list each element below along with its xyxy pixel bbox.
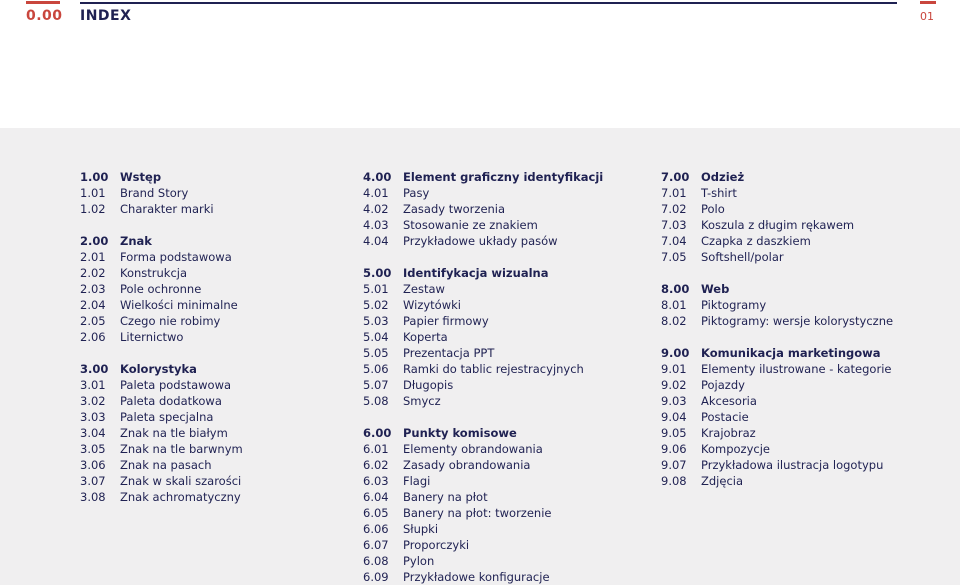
entry-label: Stosowanie ze znakiem xyxy=(403,218,538,232)
entry-number: 1.01 xyxy=(80,186,106,200)
index-section-heading[interactable] xyxy=(80,233,243,249)
entry-number: 3.05 xyxy=(80,442,106,456)
entry-label: Zdjęcia xyxy=(701,474,744,488)
section-heading-number: 5.00 xyxy=(363,266,392,280)
entry-number: 4.02 xyxy=(363,202,389,216)
index-entry[interactable] xyxy=(363,537,603,553)
page-title: INDEX xyxy=(80,8,132,24)
entry-label: Ramki do tablic rejestracyjnych xyxy=(403,362,584,376)
entry-number: 6.02 xyxy=(363,458,389,472)
entry-number: 6.08 xyxy=(363,554,389,568)
index-entry[interactable] xyxy=(80,281,243,297)
index-entry[interactable] xyxy=(661,297,893,313)
entry-label: Softshell/polar xyxy=(701,250,784,264)
index-entry[interactable] xyxy=(363,473,603,489)
section-heading-number: 4.00 xyxy=(363,170,392,184)
index-entry[interactable] xyxy=(363,281,603,297)
index-section-heading[interactable] xyxy=(363,265,603,281)
accent-rule-right xyxy=(920,1,936,4)
index-entry[interactable] xyxy=(363,521,603,537)
entry-label: Zasady obrandowania xyxy=(403,458,531,472)
section-heading-number: 1.00 xyxy=(80,170,109,184)
index-entry[interactable] xyxy=(661,201,893,217)
entry-label: Przykładowe konfiguracje xyxy=(403,570,550,584)
index-entry[interactable] xyxy=(363,233,603,249)
index-entry[interactable] xyxy=(661,185,893,201)
entry-label: Znak na pasach xyxy=(120,458,212,472)
entry-label: Zestaw xyxy=(403,282,445,296)
entry-label: Flagi xyxy=(403,474,431,488)
entry-number: 9.02 xyxy=(661,378,687,392)
entry-number: 3.07 xyxy=(80,474,106,488)
entry-number: 5.06 xyxy=(363,362,389,376)
page-header xyxy=(0,0,960,128)
entry-number: 9.05 xyxy=(661,426,687,440)
entry-number: 5.01 xyxy=(363,282,389,296)
entry-number: 3.06 xyxy=(80,458,106,472)
index-entry[interactable] xyxy=(80,457,243,473)
index-column-3 xyxy=(661,169,893,489)
entry-label: Charakter marki xyxy=(120,202,214,216)
index-entry[interactable] xyxy=(363,569,603,585)
entry-number: 3.01 xyxy=(80,378,106,392)
index-entry[interactable] xyxy=(80,185,243,201)
section-heading-number: 7.00 xyxy=(661,170,690,184)
entry-number: 1.02 xyxy=(80,202,106,216)
index-entry[interactable] xyxy=(363,553,603,569)
index-entry[interactable] xyxy=(661,409,893,425)
entry-number: 7.02 xyxy=(661,202,687,216)
entry-number: 5.02 xyxy=(363,298,389,312)
index-entry[interactable] xyxy=(661,361,893,377)
index-entry[interactable] xyxy=(80,249,243,265)
index-entry[interactable] xyxy=(80,329,243,345)
entry-label: Forma podstawowa xyxy=(120,250,232,264)
entry-label: Zasady tworzenia xyxy=(403,202,506,216)
section-heading-title: Komunikacja marketingowa xyxy=(701,346,881,360)
section-heading-title: Kolorystyka xyxy=(120,362,197,376)
index-column-1 xyxy=(80,169,243,505)
entry-number: 3.03 xyxy=(80,410,106,424)
entry-label: Pylon xyxy=(403,554,435,568)
index-entry[interactable] xyxy=(80,441,243,457)
section-heading-title: Punkty komisowe xyxy=(403,426,517,440)
section-heading-number: 6.00 xyxy=(363,426,392,440)
entry-number: 3.08 xyxy=(80,490,106,504)
index-entry[interactable] xyxy=(80,313,243,329)
entry-number: 2.06 xyxy=(80,330,106,344)
entry-number: 6.07 xyxy=(363,538,389,552)
entry-label: Paleta specjalna xyxy=(120,410,214,424)
entry-number: 9.04 xyxy=(661,410,687,424)
entry-label: Czego nie robimy xyxy=(120,314,221,328)
entry-label: Polo xyxy=(701,202,725,216)
entry-number: 6.06 xyxy=(363,522,389,536)
entry-label: Kompozycje xyxy=(701,442,770,456)
section-heading-number: 9.00 xyxy=(661,346,690,360)
entry-number: 6.01 xyxy=(363,442,389,456)
entry-number: 7.03 xyxy=(661,218,687,232)
index-section-heading[interactable] xyxy=(80,361,243,377)
index-entry[interactable] xyxy=(363,185,603,201)
entry-label: Pasy xyxy=(403,186,430,200)
entry-number: 9.03 xyxy=(661,394,687,408)
entry-label: Banery na płot xyxy=(403,490,488,504)
index-section-heading[interactable] xyxy=(661,169,893,185)
entry-label: Piktogramy xyxy=(701,298,767,312)
entry-label: Czapka z daszkiem xyxy=(701,234,811,248)
index-entry[interactable] xyxy=(363,329,603,345)
entry-label: Pojazdy xyxy=(701,378,745,392)
entry-label: Banery na płot: tworzenie xyxy=(403,506,552,520)
entry-label: Piktogramy: wersje kolorystyczne xyxy=(701,314,894,328)
entry-label: Brand Story xyxy=(120,186,189,200)
entry-number: 4.03 xyxy=(363,218,389,232)
entry-label: Znak na tle białym xyxy=(120,426,228,440)
entry-number: 5.04 xyxy=(363,330,389,344)
index-section-heading[interactable] xyxy=(661,281,893,297)
entry-number: 6.05 xyxy=(363,506,389,520)
index-entry[interactable] xyxy=(363,201,603,217)
entry-label: Paleta podstawowa xyxy=(120,378,232,392)
entry-number: 3.04 xyxy=(80,426,106,440)
index-entry[interactable] xyxy=(661,425,893,441)
index-entry[interactable] xyxy=(363,361,603,377)
index-entry[interactable] xyxy=(661,393,893,409)
entry-number: 4.01 xyxy=(363,186,389,200)
entry-label: Elementy obrandowania xyxy=(403,442,543,456)
entry-number: 9.07 xyxy=(661,458,687,472)
entry-label: Elementy ilustrowane - kategorie xyxy=(701,362,892,376)
index-column-2 xyxy=(363,169,603,585)
entry-number: 4.04 xyxy=(363,234,389,248)
entry-label: Wielkości minimalne xyxy=(120,298,238,312)
index-entry[interactable] xyxy=(363,393,603,409)
index-entry[interactable] xyxy=(80,297,243,313)
entry-label: Papier firmowy xyxy=(403,314,489,328)
entry-number: 9.01 xyxy=(661,362,687,376)
entry-number: 9.08 xyxy=(661,474,687,488)
section-heading-title: Web xyxy=(701,282,730,296)
entry-label: Przykładowa ilustracja logotypu xyxy=(701,458,884,472)
index-section-heading[interactable] xyxy=(661,345,893,361)
entry-label: Postacie xyxy=(701,410,749,424)
entry-number: 6.04 xyxy=(363,490,389,504)
entry-label: Proporczyki xyxy=(403,538,470,552)
entry-label: Przykładowe układy pasów xyxy=(403,234,558,248)
entry-label: Koperta xyxy=(403,330,448,344)
entry-number: 6.09 xyxy=(363,570,389,584)
index-entry[interactable] xyxy=(661,313,893,329)
entry-number: 8.01 xyxy=(661,298,687,312)
index-entry[interactable] xyxy=(80,201,243,217)
index-entry[interactable] xyxy=(661,217,893,233)
entry-label: Koszula z długim rękawem xyxy=(701,218,855,232)
entry-label: Konstrukcja xyxy=(120,266,188,280)
entry-label: T-shirt xyxy=(701,186,737,200)
entry-label: Słupki xyxy=(403,522,439,536)
section-heading-title: Znak xyxy=(120,234,152,248)
entry-label: Znak achromatyczny xyxy=(120,490,241,504)
index-entry[interactable] xyxy=(80,377,243,393)
section-number: 0.00 xyxy=(26,8,63,24)
entry-number: 9.06 xyxy=(661,442,687,456)
page-number: 01 xyxy=(920,10,934,23)
index-entry[interactable] xyxy=(363,377,603,393)
entry-number: 7.01 xyxy=(661,186,687,200)
entry-number: 5.07 xyxy=(363,378,389,392)
index-entry[interactable] xyxy=(661,473,893,489)
entry-number: 5.03 xyxy=(363,314,389,328)
section-heading-number: 2.00 xyxy=(80,234,109,248)
section-heading-title: Identifykacja wizualna xyxy=(403,266,549,280)
index-entry[interactable] xyxy=(363,217,603,233)
index-entry[interactable] xyxy=(661,249,893,265)
entry-number: 2.04 xyxy=(80,298,106,312)
index-entry[interactable] xyxy=(363,441,603,457)
index-entry[interactable] xyxy=(80,393,243,409)
index-entry[interactable] xyxy=(661,441,893,457)
entry-number: 2.05 xyxy=(80,314,106,328)
entry-number: 2.03 xyxy=(80,282,106,296)
index-entry[interactable] xyxy=(80,265,243,281)
index-section-heading[interactable] xyxy=(363,169,603,185)
entry-label: Smycz xyxy=(403,394,441,408)
entry-label: Paleta dodatkowa xyxy=(120,394,222,408)
index-entry[interactable] xyxy=(363,313,603,329)
index-entry[interactable] xyxy=(80,409,243,425)
section-heading-number: 8.00 xyxy=(661,282,690,296)
index-entry[interactable] xyxy=(363,297,603,313)
index-entry[interactable] xyxy=(80,489,243,505)
index-section-heading[interactable] xyxy=(80,169,243,185)
index-entry[interactable] xyxy=(661,377,893,393)
entry-number: 2.02 xyxy=(80,266,106,280)
header-rule xyxy=(80,2,897,4)
index-section-heading[interactable] xyxy=(363,425,603,441)
entry-label: Znak w skali szarości xyxy=(120,474,242,488)
entry-number: 7.05 xyxy=(661,250,687,264)
index-entry[interactable] xyxy=(363,505,603,521)
entry-label: Pole ochronne xyxy=(120,282,202,296)
index-entry[interactable] xyxy=(363,489,603,505)
section-heading-title: Element graficzny identyfikacji xyxy=(403,170,604,184)
entry-label: Liternictwo xyxy=(120,330,184,344)
index-entry[interactable] xyxy=(80,473,243,489)
entry-number: 7.04 xyxy=(661,234,687,248)
entry-label: Krajobraz xyxy=(701,426,756,440)
section-heading-number: 3.00 xyxy=(80,362,109,376)
entry-number: 5.08 xyxy=(363,394,389,408)
entry-label: Wizytówki xyxy=(403,298,461,312)
entry-number: 6.03 xyxy=(363,474,389,488)
accent-rule-left xyxy=(26,1,60,4)
index-entry[interactable] xyxy=(363,457,603,473)
section-heading-title: Wstęp xyxy=(120,170,162,184)
entry-label: Akcesoria xyxy=(701,394,757,408)
entry-number: 5.05 xyxy=(363,346,389,360)
index-entry[interactable] xyxy=(80,425,243,441)
index-entry[interactable] xyxy=(661,233,893,249)
entry-label: Długopis xyxy=(403,378,454,392)
section-heading-title: Odzież xyxy=(701,170,745,184)
index-entry[interactable] xyxy=(363,345,603,361)
entry-number: 3.02 xyxy=(80,394,106,408)
index-entry[interactable] xyxy=(661,457,893,473)
entry-number: 2.01 xyxy=(80,250,106,264)
entry-label: Znak na tle barwnym xyxy=(120,442,243,456)
entry-number: 8.02 xyxy=(661,314,687,328)
entry-label: Prezentacja PPT xyxy=(403,346,495,360)
index-content xyxy=(0,128,960,585)
